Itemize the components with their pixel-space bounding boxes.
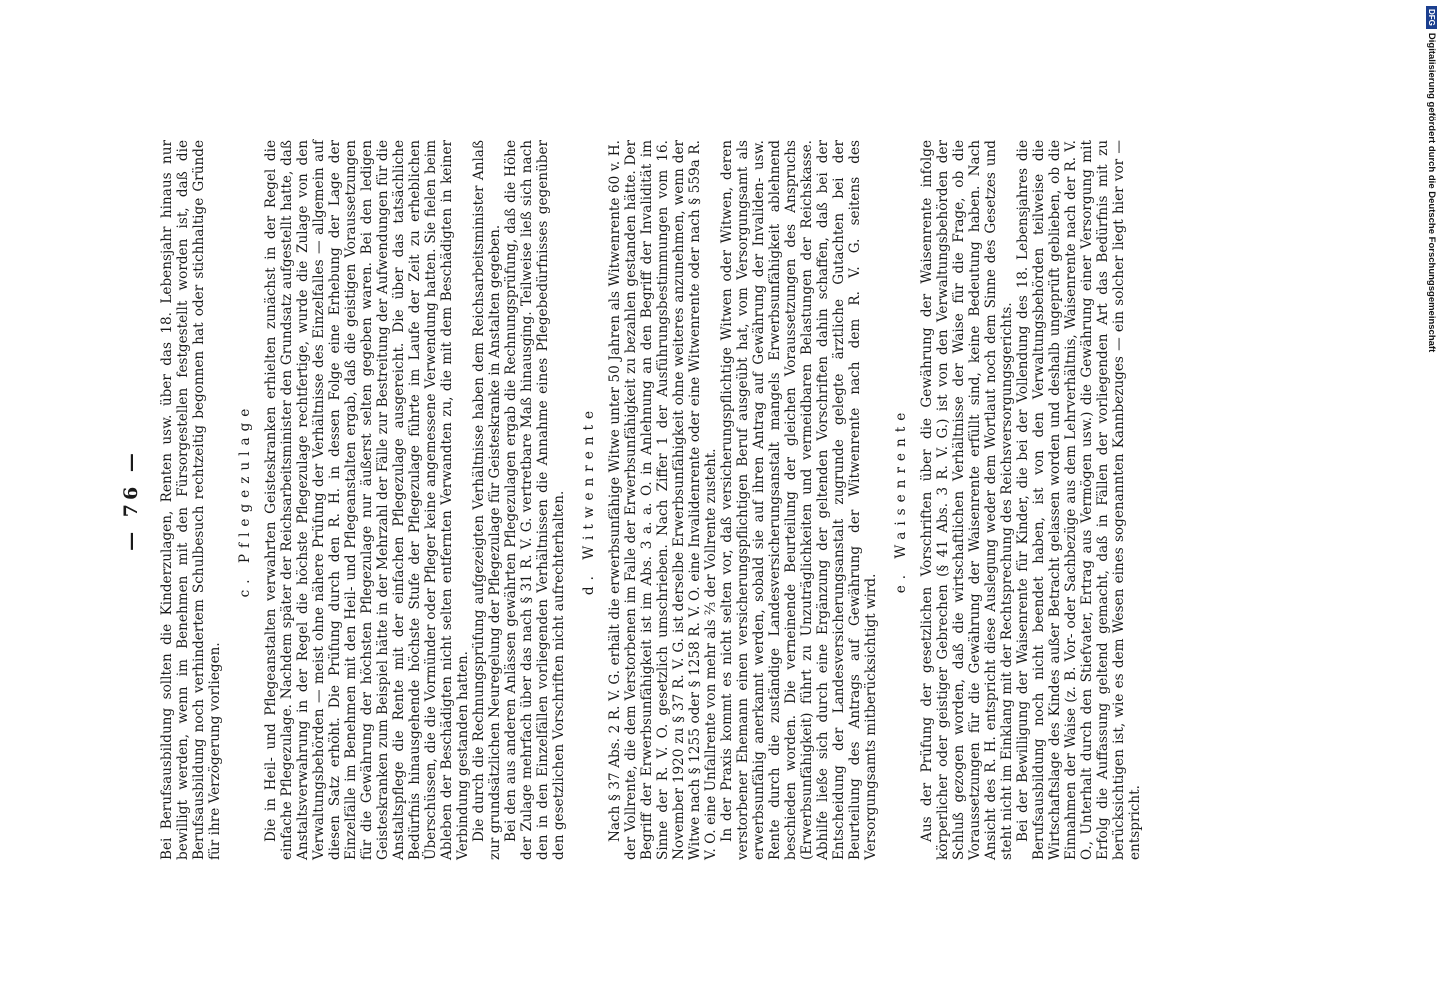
- digitization-credit: [1425, 6, 1437, 386]
- paragraph: Nach § 37 Abs. 2 R. V. G. erhält die erwerbsunfähige Witwe unter 50 Jahren als Witwenrente 60 v. H. der Vollrente, die dem Verstorbenen im Falle der Erwerbsunfähigkeit zu bezahlen gestanden hätte. Der Begriff der Erwerbsunfähigkeit ist im Abs. 3 a. a. O. in Anlehnung an den Begriff der Invalidität im Sinne der R. V. O. gesetzlich umschrieben. Nach Ziffer 1 der Ausführungsbestimmungen vom 16. November 1920 zu § 37 R. V. G. ist derselbe Erwerbsunfähigkeit ohne weiteres anzunehmen, wenn der Witwe nach § 1255 oder § 1258 R. V. O. eine Invalidenrente oder eine Witwenrente oder nach § 559a R. V. O. eine Unfallrente von mehr als ⅔ der Vollrente zusteht.: [607, 140, 719, 860]
- dfg-logo: DFG: [1426, 6, 1437, 29]
- credit-text: Digitalisierung gefördert durch die Deutsche Forschungsgemeinschaft: [1426, 32, 1437, 353]
- page-number: — 76 —: [120, 449, 142, 551]
- section-witwenrente: [581, 140, 879, 860]
- section-heading: e. Waisenrente: [893, 406, 909, 594]
- section-heading: d. Witwenrente: [581, 404, 597, 596]
- paragraph: Aus der Prüfung der gesetzlichen Vorschriften über die Gewährung der Waisenrente infolge körperlicher oder geistiger Gebrechen (§ 41 Abs. 3 R. V. G.) ist von den Verwaltungsbehörden der Schluß gezogen worden, daß die wirtschaftlichen Verhältnisse der Waise für die Frage, ob die Voraussetzungen für die Gewährung der Waisenrente erfüllt sind, keine Bedeutung haben. Nach Ansicht des R. H. entspricht diese Auslegung weder dem Wortlaut noch dem Sinne des Gesetzes und steht nicht im Einklang mit der Rechtsprechung des Reichsversorgungsgerichts.: [919, 140, 1015, 860]
- section-waisenrente: [893, 140, 1143, 860]
- paragraph: In der Praxis kommt es nicht selten vor, daß versicherungspflichtige Witwen oder Witwen, deren verstorbener Ehemann einen versicherungspflichtigen Beruf ausgeübt hat, vom Versorgungsamt als erwerbsunfähig anerkannt werden, sobald sie auf ihren Antrag auf Gewährung der Invaliden- usw. Rente durch die zuständige Landesversicherungsanstalt mangels Erwerbsunfähigkeit ablehnend beschieden worden. Die verneinende Beurteilung der gleichen Voraussetzungen des Anspruchs (Erwerbsunfähigkeit) führt zu Unzuträglichkeiten und vermeidbaren Belastungen der Reichskasse. Abhilfe ließe sich durch eine Ergänzung der geltenden Vorschriften dahin schaffen, daß bei der Entscheidung der Landesversicherungsanstalt zugrunde gelegte ärztliche Gutachten bei der Beurteilung des Antrags auf Gewährung der Witwenrente nach dem R. V. G. seitens des Versorgungsamts mitberücksichtigt wird.: [719, 140, 879, 860]
- paragraph: Bei der Bewilligung der Waisenrente für Kinder, die bei der Vollendung des 18. Lebensjahres die Berufsausbildung noch nicht beendet haben, ist von den Verwaltungsbehörden teilweise die Wirtschaftslage des Kindes außer Betracht gelassen worden und deshalb ungeprüft geblieben, ob die Einnahmen der Waise (z. B. Vor- oder Sachbezüge aus dem Lehrverhältnis, Waisenrente nach der R. V. O., Unterhalt durch den Stiefvater, Ertrag aus Vermögen usw.) die Gewährung einer Versorgung mit Erfolg die Auffassung geltend gemacht, daß in Fällen der vorliegenden Art das Bedürfnis mit zu berücksichtigen ist, wie es dem Wesen eines sogenannten Kannbezuges — ein solcher liegt hier vor — entspricht.: [1015, 140, 1143, 860]
- section-heading: c. Pflegezulage: [237, 402, 253, 598]
- paragraph: Die in Heil- und Pflegeanstalten verwahrten Geisteskranken erhielten zunächst in der Regel die einfache Pflegezulage. Nachdem später der Reichsarbeitsminister den Grundsatz aufgestellt hatte, daß Anstaltsverwahrung in der Regel die höchste Pflegezulage rechtfertige, wurde die Zulage von den Verwaltungsbehörden — meist ohne nähere Prüfung der Verhältnisse des Einzelfalles — allgemein auf diesen Satz erhöht. Die Prüfung durch den R. H. in dessen Folge eine Erhebung der Lage der Einzelfälle im Benehmen mit den Heil- und Pflegeanstalten ergab, daß die geistigen Voraussetzungen für die Gewährung der höchsten Pflegezulage nur äußerst selten gegeben waren. Bei den ledigen Geisteskranken zum Beispiel hätte in der Mehrzahl der Fälle zur Bestreitung der Aufwendungen für die Anstaltspflege die Rente mit der einfachen Pflegezulage ausgereicht. Die über das tatsächliche Bedürfnis hinausgehende höchste Stufe der Pflegezulage führte im Laufe der Zeit zu erheblichen Überschüssen, die die Vormünder oder Pfleger keine angemessene Verwendung hatten. Sie fielen beim Ableben der Beschädigten nicht selten entfernten Verwandten zu, die mit dem Beschädigten in keiner Verbindung gestanden hatten.: [263, 140, 471, 860]
- section-pflegezulage: [237, 140, 567, 860]
- intro-paragraph: Bei Berufsausbildung sollten die Kinderzulagen, Renten usw. über das 18. Lebensjahr hinaus nur bewilligt werden, wenn im Benehmen mit den Fürsorgestellen festgestellt worden ist, daß die Berufsausbildung noch verhindertem Schulbesuch rechtzeitig begonnen hat oder stichhaltige Gründe für ihre Verzögerung vorliegen.: [159, 140, 223, 860]
- paragraph: Die durch die Rechnungsprüfung aufgezeigten Verhältnisse haben dem Reichsarbeitsminister Anlaß zur grundsätzlichen Neuregelung der Pflegezulage für Geisteskranke in Anstalten gegeben.: [471, 140, 503, 860]
- page-content: [120, 140, 1143, 860]
- paragraph: Bei den aus anderen Anlässen gewährten Pflegezulagen ergab die Rechnungsprüfung, daß die Höhe der Zulage mehrfach über das nach § 31 R. V. G. vertretbare Maß hinausging. Teilweise ließ sich nach den in den Einzelfällen vorliegenden Verhältnissen die Annahme eines Pflegebedürfnisses gegenüber den gesetzlichen Vorschriften nicht aufrechterhalten.: [503, 140, 567, 860]
